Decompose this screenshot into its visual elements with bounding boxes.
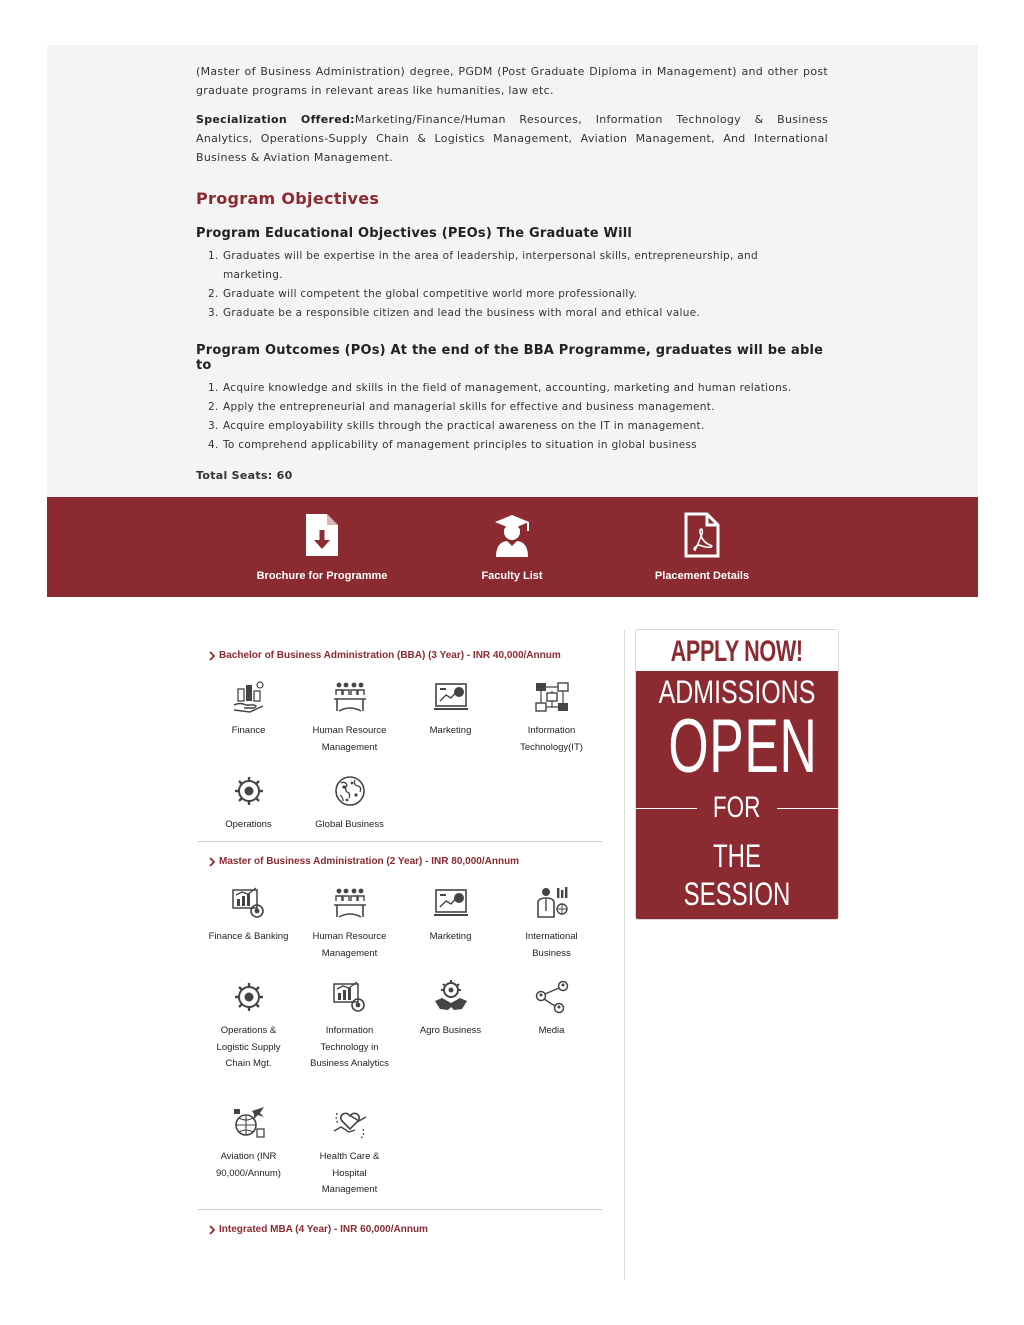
gear-icon	[230, 979, 268, 1015]
list-item: 4. To comprehend applicability of management principles to situation in global business	[208, 439, 698, 451]
mba-specializations	[198, 885, 602, 1231]
network-icon	[533, 679, 571, 715]
spec-it-business-analytics[interactable]: Information Technology in Business Analytics	[299, 979, 400, 1105]
mba-program-heading[interactable]: Master of Business Administration (2 Year) - INR 80,000/Annum	[198, 856, 602, 867]
apply-now-banner[interactable]	[635, 629, 839, 952]
peo-list	[196, 247, 796, 323]
apply-now-text: APPLY NOW!	[670, 635, 804, 668]
programs-list	[198, 650, 602, 1235]
brochure-link[interactable]	[227, 512, 417, 582]
admissions-text: ADMISSIONS	[658, 674, 816, 710]
marketing-icon	[432, 679, 470, 715]
integrated-mba-program-heading[interactable]: Integrated MBA (4 Year) - INR 60,000/Annum	[198, 1224, 602, 1235]
spec-health-care[interactable]: Health Care & Hospital Management	[299, 1105, 400, 1231]
po-title: Program Outcomes (POs) At the end of the BBA Programme, graduates will be able to	[196, 343, 824, 373]
chevron-right-icon	[208, 651, 216, 661]
spec-operations-logistics[interactable]: Operations & Logistic Supply Chain Mgt.	[198, 979, 299, 1073]
spec-operations[interactable]: Operations	[198, 773, 299, 867]
bba-specializations	[198, 679, 602, 867]
downloads-band	[47, 497, 978, 597]
spec-human-resource[interactable]: Human Resource Management	[299, 679, 400, 773]
analytics-icon	[331, 979, 369, 1015]
intro-paragraph: (Master of Business Administration) degree, PGDM (Post Graduate Diploma in Management) and other post graduate programs in relevant areas like humanities, law etc.	[196, 65, 828, 97]
list-item: 3. Acquire employability skills through the practical awareness on the IT in management.	[208, 420, 705, 432]
session-text: THE SESSION	[683, 838, 791, 912]
peo-title: Program Educational Objectives (PEOs) The Graduate Will	[196, 226, 633, 241]
spec-human-resource[interactable]: Human Resource Management	[299, 885, 400, 979]
program-info-content	[196, 62, 828, 482]
share-network-icon	[533, 979, 571, 1015]
spec-marketing[interactable]: Marketing	[400, 679, 501, 773]
list-item: 2. Apply the entrepreneurial and managerial skills for effective and business management.	[208, 401, 715, 413]
spec-media[interactable]: Media	[501, 979, 602, 1073]
graduate-icon	[487, 512, 537, 558]
bba-program-heading[interactable]: Bachelor of Business Administration (BBA) (3 Year) - INR 40,000/Annum	[198, 650, 602, 661]
pdf-file-icon	[677, 512, 727, 558]
list-item: 1. Acquire knowledge and skills in the field of management, accounting, marketing and human relations.	[208, 382, 792, 394]
chevron-right-icon	[208, 857, 216, 867]
spec-marketing[interactable]: Marketing	[400, 885, 501, 979]
total-seats: Total Seats: 60	[196, 469, 293, 482]
spec-information-technology[interactable]: Information Technology(IT)	[501, 679, 602, 773]
spec-finance[interactable]: Finance	[198, 679, 299, 773]
po-list	[196, 379, 796, 455]
list-item: 3. Graduate be a responsible citizen and lead the business with moral and ethical value.	[208, 307, 701, 319]
apply-now-header	[636, 630, 838, 671]
for-row	[636, 791, 838, 825]
session-year: 2022-23	[681, 919, 793, 952]
businessman-globe-icon	[533, 885, 571, 921]
brochure-label: Brochure for Programme	[256, 570, 388, 582]
specialization-text: Marketing/Finance/Human Resources, Information Technology & Business Analytics, Operations-Supply Chain & Logistics Management, Aviation Management, And International Business & Aviation Management.	[196, 113, 828, 164]
spec-finance-banking[interactable]: Finance & Banking	[198, 885, 299, 979]
spec-international-business[interactable]: International Business	[501, 885, 602, 979]
column-divider	[624, 630, 625, 1280]
finance-icon	[230, 679, 268, 715]
spec-aviation[interactable]: Aviation (INR 90,000/Annum)	[198, 1105, 299, 1231]
team-icon	[331, 885, 369, 921]
gear-icon	[230, 773, 268, 809]
spec-agro-business[interactable]: Agro Business	[400, 979, 501, 1073]
program-objectives-title: Program Objectives	[196, 189, 380, 208]
divider-line	[777, 808, 838, 809]
chevron-right-icon	[208, 1225, 216, 1235]
placement-details-link[interactable]	[607, 512, 797, 582]
file-download-icon	[297, 512, 347, 558]
faculty-list-label: Faculty List	[481, 570, 543, 582]
handshake-gear-icon	[432, 979, 470, 1015]
divider-line	[636, 808, 697, 809]
list-item: 2. Graduate will competent the global competitive world more professionally.	[208, 288, 638, 300]
aviation-globe-icon	[230, 1105, 268, 1141]
specialization-paragraph	[196, 110, 828, 167]
specialization-label: Specialization Offered:	[196, 113, 355, 126]
marketing-icon	[432, 885, 470, 921]
team-icon	[331, 679, 369, 715]
finance-chart-icon	[230, 885, 268, 921]
open-text: OPEN	[668, 704, 818, 789]
for-text: FOR	[713, 791, 761, 824]
globe-icon	[331, 773, 369, 809]
faculty-list-link[interactable]	[417, 512, 607, 582]
spec-global-business[interactable]: Global Business	[299, 773, 400, 867]
health-care-icon	[331, 1105, 369, 1141]
placement-details-label: Placement Details	[654, 570, 750, 582]
list-item: 1. Graduates will be expertise in the area of leadership, interpersonal skills, entrepreneurship, and marketing.	[208, 250, 758, 281]
